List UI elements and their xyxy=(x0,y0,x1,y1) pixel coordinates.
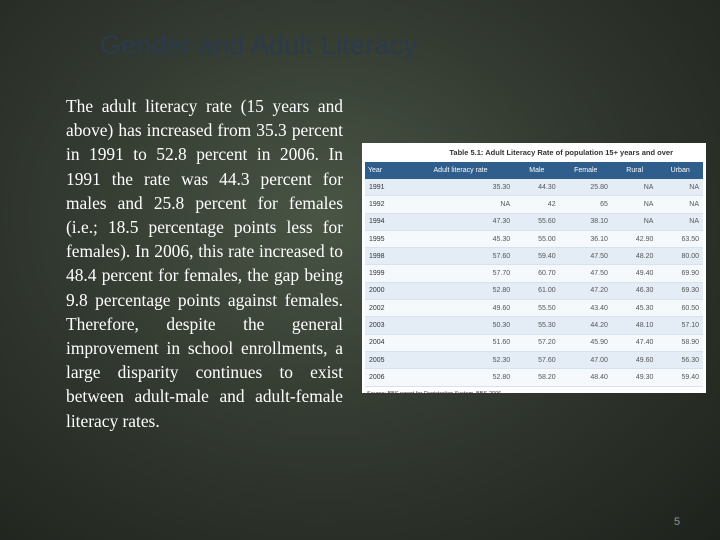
table-cell: NA xyxy=(612,179,658,196)
table-cell: 49.40 xyxy=(612,265,658,282)
table-source: Source: BBS report for Registration System, BBS-2006 xyxy=(367,390,502,397)
table-cell-year: 1998 xyxy=(365,248,407,265)
table-cell: 69.90 xyxy=(657,265,703,282)
table-cell-year: 1991 xyxy=(365,179,407,196)
table-cell-year: 2005 xyxy=(365,351,407,368)
table-caption: Table 5.1: Adult Literacy Rate of population 15+ years and over xyxy=(449,148,673,157)
table-cell: 44.20 xyxy=(560,317,612,334)
table-cell: 55.00 xyxy=(514,230,560,247)
table-cell: NA xyxy=(407,196,514,213)
header-year: Year xyxy=(365,162,407,179)
table-cell: 55.30 xyxy=(514,317,560,334)
table-cell: 44.30 xyxy=(514,179,560,196)
table-cell: 45.30 xyxy=(407,230,514,247)
table-cell: 48.10 xyxy=(612,317,658,334)
table-cell: 60.50 xyxy=(657,300,703,317)
table-cell: 45.90 xyxy=(560,334,612,351)
table-cell: 58.90 xyxy=(657,334,703,351)
table-cell: 49.60 xyxy=(407,300,514,317)
table-cell: 48.20 xyxy=(612,248,658,265)
table-body xyxy=(365,179,703,386)
table-row xyxy=(365,213,703,230)
table-cell-year: 2000 xyxy=(365,282,407,299)
table-row xyxy=(365,317,703,334)
table-cell: 57.10 xyxy=(657,317,703,334)
table-cell: 25.80 xyxy=(560,179,612,196)
table-cell: 51.60 xyxy=(407,334,514,351)
table-cell: 47.20 xyxy=(560,282,612,299)
table-cell: NA xyxy=(657,179,703,196)
table-cell: NA xyxy=(612,213,658,230)
table-header-row xyxy=(365,162,703,179)
table-cell: 46.30 xyxy=(612,282,658,299)
table-cell: 55.50 xyxy=(514,300,560,317)
table-row xyxy=(365,300,703,317)
table-cell: 55.60 xyxy=(514,213,560,230)
table-row xyxy=(365,282,703,299)
table-row xyxy=(365,196,703,213)
table-cell-year: 2004 xyxy=(365,334,407,351)
header-male: Male xyxy=(514,162,560,179)
table-cell: NA xyxy=(657,213,703,230)
table-cell: 45.30 xyxy=(612,300,658,317)
table-row xyxy=(365,351,703,368)
table-cell: 52.30 xyxy=(407,351,514,368)
table-cell: 63.50 xyxy=(657,230,703,247)
table-cell-year: 2006 xyxy=(365,369,407,386)
header-adult-literacy-rate: Adult literacy rate xyxy=(407,162,514,179)
table-row xyxy=(365,248,703,265)
table-cell: 47.30 xyxy=(407,213,514,230)
table-cell: 36.10 xyxy=(560,230,612,247)
table-cell: 57.20 xyxy=(514,334,560,351)
table-cell: 59.40 xyxy=(657,369,703,386)
table-cell: 61.00 xyxy=(514,282,560,299)
table-cell-year: 1995 xyxy=(365,230,407,247)
table-row xyxy=(365,179,703,196)
table-cell: 48.40 xyxy=(560,369,612,386)
table-cell: 58.20 xyxy=(514,369,560,386)
table-cell: 49.60 xyxy=(612,351,658,368)
table-cell: 43.40 xyxy=(560,300,612,317)
table-cell: NA xyxy=(612,196,658,213)
table-cell: 47.40 xyxy=(612,334,658,351)
table-cell-year: 2002 xyxy=(365,300,407,317)
table-cell: 60.70 xyxy=(514,265,560,282)
literacy-table-figure xyxy=(362,143,706,397)
table-cell: 35.30 xyxy=(407,179,514,196)
header-female: Female xyxy=(560,162,612,179)
literacy-table xyxy=(365,162,703,387)
table-cell-year: 2003 xyxy=(365,317,407,334)
table-cell: NA xyxy=(657,196,703,213)
table-cell: 59.40 xyxy=(514,248,560,265)
table-cell: 49.30 xyxy=(612,369,658,386)
table-row xyxy=(365,265,703,282)
slide-title: Gender and Adult Literacy xyxy=(100,30,418,60)
table-cell: 38.10 xyxy=(560,213,612,230)
body-paragraph: The adult literacy rate (15 years and above) has increased from 35.3 percent in 1991 to 52.8 percent in 2006. In 1991 the rate was 44.3 percent for males and 25.8 percent for females (i.e.; 18.5 percentage points less for females). In 2006, this rate increased to 48.4 percent for females, the gap being 9.8 percentage points against females. Therefore, despite the general improvement in school enrollments, a large disparity continues to exist between adult-male and adult-female literacy rates. xyxy=(66,96,343,431)
table-cell: 47.50 xyxy=(560,265,612,282)
table-row xyxy=(365,230,703,247)
table-cell: 65 xyxy=(560,196,612,213)
table-cell: 42 xyxy=(514,196,560,213)
table-cell: 57.60 xyxy=(407,248,514,265)
header-rural: Rural xyxy=(612,162,658,179)
table-cell: 52.80 xyxy=(407,282,514,299)
table-row xyxy=(365,369,703,386)
table-cell: 47.50 xyxy=(560,248,612,265)
table-cell: 56.30 xyxy=(657,351,703,368)
page-number: 5 xyxy=(674,516,681,528)
table-cell: 47.00 xyxy=(560,351,612,368)
table-cell: 69.30 xyxy=(657,282,703,299)
table-cell: 80.00 xyxy=(657,248,703,265)
table-cell: 57.60 xyxy=(514,351,560,368)
table-cell: 57.70 xyxy=(407,265,514,282)
table-cell-year: 1994 xyxy=(365,213,407,230)
table-cell: 52.80 xyxy=(407,369,514,386)
header-urban: Urban xyxy=(657,162,703,179)
table-cell: 42.90 xyxy=(612,230,658,247)
table-cell-year: 1992 xyxy=(365,196,407,213)
table-cell: 50.30 xyxy=(407,317,514,334)
table-row xyxy=(365,334,703,351)
table-cell-year: 1999 xyxy=(365,265,407,282)
